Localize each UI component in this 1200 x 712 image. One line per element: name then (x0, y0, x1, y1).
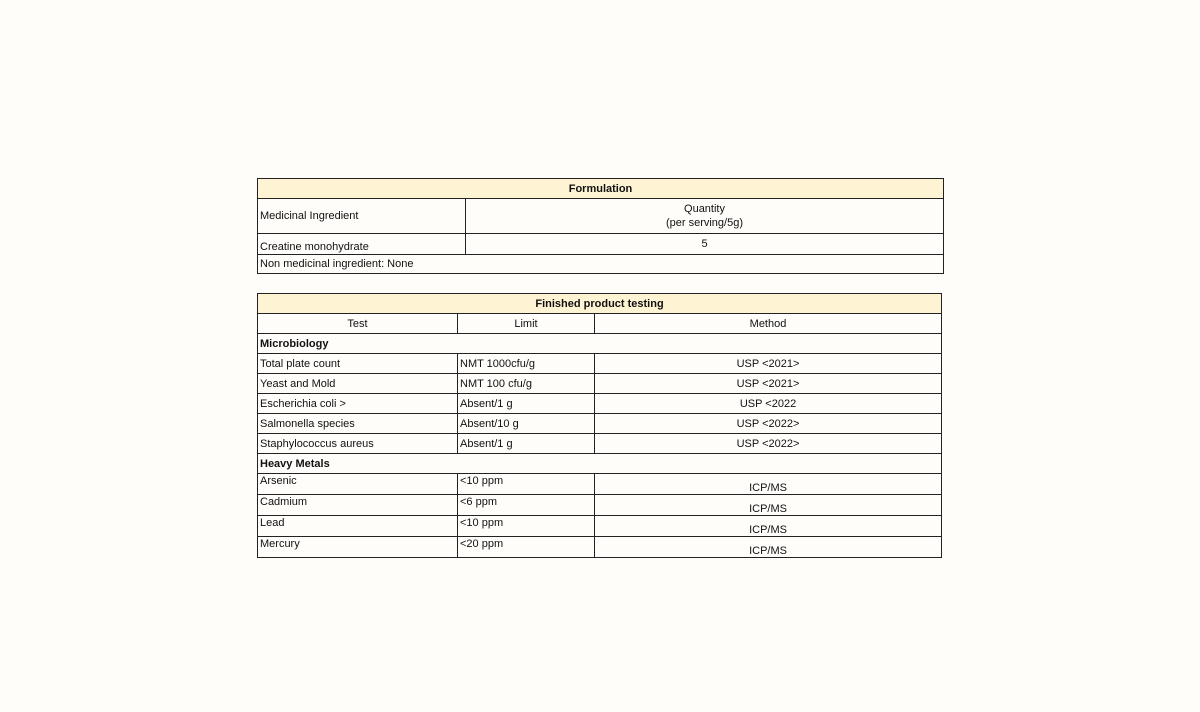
quantity-header-line2: (per serving/5g) (665, 217, 744, 229)
test-method: USP <2021> (595, 374, 942, 394)
test-limit: <10 ppm (458, 474, 595, 495)
test-limit: NMT 100 cfu/g (458, 374, 595, 394)
method-header: Method (595, 314, 942, 334)
test-method: ICP/MS (595, 495, 942, 516)
medicinal-ingredient-header: Medicinal Ingredient (258, 199, 466, 234)
test-limit: <10 ppm (458, 516, 595, 537)
test-name: Mercury (258, 537, 458, 558)
test-name: Yeast and Mold (258, 374, 458, 394)
test-limit: <6 ppm (458, 495, 595, 516)
test-header: Test (258, 314, 458, 334)
non-medicinal-ingredient: Non medicinal ingredient: None (258, 255, 944, 274)
limit-header: Limit (458, 314, 595, 334)
table-row (258, 495, 942, 516)
test-limit: Absent/1 g (458, 394, 595, 414)
quantity-header (466, 199, 944, 234)
testing-title: Finished product testing (258, 294, 942, 314)
test-name: Total plate count (258, 354, 458, 374)
table-row (258, 394, 942, 414)
test-method: ICP/MS (595, 537, 942, 558)
test-limit: Absent/1 g (458, 434, 595, 454)
ingredient-quantity: 5 (466, 234, 944, 255)
table-row (258, 516, 942, 537)
test-name: Salmonella species (258, 414, 458, 434)
test-limit: Absent/10 g (458, 414, 595, 434)
test-limit: <20 ppm (458, 537, 595, 558)
table-row (258, 434, 942, 454)
test-name: Arsenic (258, 474, 458, 495)
test-method: USP <2022> (595, 414, 942, 434)
testing-table (257, 293, 942, 558)
test-name: Cadmium (258, 495, 458, 516)
test-limit: NMT 1000cfu/g (458, 354, 595, 374)
table-row (258, 374, 942, 394)
formulation-title: Formulation (258, 179, 944, 199)
ingredient-row (258, 234, 944, 255)
section-microbiology: Microbiology (258, 334, 942, 354)
test-method: USP <2022 (595, 394, 942, 414)
table-row (258, 414, 942, 434)
test-name: Staphylococcus aureus (258, 434, 458, 454)
test-method: ICP/MS (595, 516, 942, 537)
ingredient-name: Creatine monohydrate (258, 234, 466, 255)
test-method: USP <2022> (595, 434, 942, 454)
formulation-table (257, 178, 944, 274)
quantity-header-line1: Quantity (684, 203, 725, 215)
table-row (258, 474, 942, 495)
section-heavy-metals: Heavy Metals (258, 454, 942, 474)
test-method: USP <2021> (595, 354, 942, 374)
test-name: Escherichia coli > (258, 394, 458, 414)
test-name: Lead (258, 516, 458, 537)
test-method: ICP/MS (595, 474, 942, 495)
table-row (258, 537, 942, 558)
table-row (258, 354, 942, 374)
